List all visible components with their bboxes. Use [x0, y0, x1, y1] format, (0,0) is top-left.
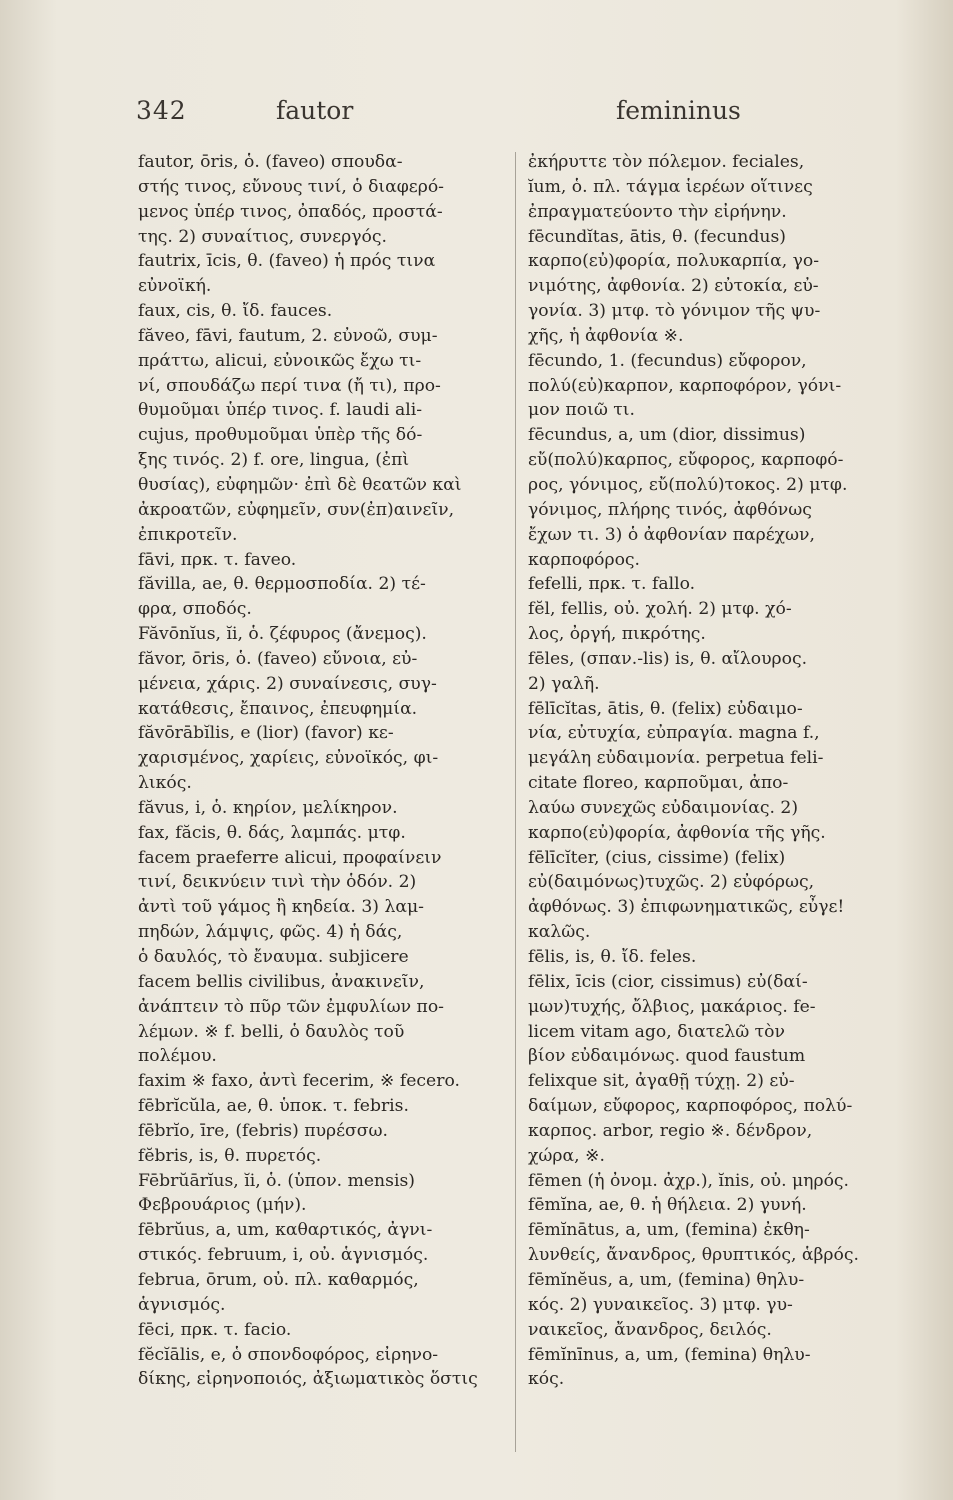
- entry-line: fĕbris, is, θ. πυρετός.: [138, 1145, 322, 1166]
- entry-line: ρος, γόνιμος, εὔ(πολύ)τοκος. 2) μτφ.: [528, 474, 848, 495]
- entry-line: fax, făcis, θ. δάς, λαμπάς. μτφ.: [138, 822, 406, 843]
- entry-line: ναικεῖος, ἄνανδρος, δειλός.: [528, 1319, 772, 1340]
- entry-line: licem vitam ago, διατελῶ τὸν: [528, 1021, 785, 1042]
- entry-line: ἀκροατῶν, εὐφημεῖν, συν(ἐπ)αινεῖν,: [138, 499, 455, 520]
- entry-line: λαύω συνεχῶς εὐδαιμονίας. 2): [528, 797, 799, 818]
- entry-line: fēmĭnātus, a, um, (femina) ἐκθη-: [528, 1220, 810, 1241]
- entry-line: στικός. februum, i, οὐ. ἁγνισμός.: [138, 1245, 429, 1266]
- entry-line: făvor, ōris, ὁ. (faveo) εὔνοια, εὐ-: [138, 648, 418, 669]
- entry-line: πηδών, λάμψις, φῶς. 4) ἡ δάς,: [138, 922, 403, 943]
- entry-line: faux, cis, θ. ἴδ. fauces.: [138, 301, 333, 322]
- entry-line: 2) γαλῆ.: [528, 673, 600, 694]
- entry-line: facem bellis civilibus, ἀνακινεῖν,: [138, 971, 425, 992]
- entry-line: fēmĭnīnus, a, um, (femina) θηλυ-: [528, 1344, 811, 1365]
- entry-line: γονία. 3) μτφ. τὸ γόνιμον τῆς ψυ-: [528, 301, 821, 322]
- entry-line: μων)τυχής, ὄλβιος, μακάριος. fe-: [528, 996, 816, 1017]
- entry-line: εὐνοϊκή.: [138, 276, 212, 297]
- entry-line: χαρισμένος, χαρίεις, εὐνοϊκός, φι-: [138, 748, 439, 769]
- entry-line: fēlis, is, θ. ἴδ. feles.: [528, 947, 697, 967]
- entry-line: δαίμων, εὔφορος, καρποφόρος, πολύ-: [528, 1096, 853, 1117]
- entry-line: Fēbrŭārĭus, ĭi, ὁ. (ὑπον. mensis): [138, 1170, 415, 1191]
- entry-line: ἔχων τι. 3) ὁ ἀφθονίαν παρέχων,: [528, 524, 815, 545]
- entry-line: καρπος. arbor, regio ※. δένδρον,: [528, 1120, 813, 1141]
- entry-line: Φεβρουάριος (μήν).: [138, 1195, 307, 1216]
- entry-line: γόνιμος, πλήρης τινός, ἀφθόνως: [528, 499, 812, 520]
- entry-line: fēcundus, a, um (dior, dissimus): [528, 425, 806, 446]
- right-guide-word: femininus: [616, 96, 741, 125]
- entry-line: δίκης, εἰρηνοποιός, ἀξιωματικὸς ὅστις: [138, 1369, 478, 1390]
- entry-line: ἀνάπτειν τὸ πῦρ τῶν ἐμφυλίων πο-: [138, 996, 444, 1017]
- entry-line: ἐπραγματεύοντο τὴν εἰρήνην.: [528, 201, 787, 222]
- left-column: [138, 150, 508, 1392]
- entry-line: ὁ δαυλός, τὸ ἔναυμα. subjicere: [138, 947, 409, 967]
- page-header: [136, 96, 753, 146]
- entry-line: ξης τινός. 2) f. ore, lingua, (ἐπὶ: [138, 450, 410, 471]
- entry-line: facem praeferre alicui, προφαίνειν: [138, 847, 442, 868]
- entry-line: νία, εὐτυχία, εὐπραγία. magna f.,: [528, 723, 820, 744]
- entry-line: τινί, δεικνύειν τινὶ τὴν ὁδόν. 2): [138, 872, 417, 893]
- entry-line: ĭum, ὁ. πλ. τάγμα ἱερέων οἵτινες: [528, 176, 813, 197]
- entry-line: χῆς, ἡ ἀφθονία ※.: [528, 325, 684, 346]
- entry-line: făvilla, ae, θ. θερμοσποδία. 2) τέ-: [138, 574, 426, 595]
- entry-line: făveo, fāvi, fautum, 2. εὐνοῶ, συμ-: [138, 325, 438, 346]
- entry-line: πολέμου.: [138, 1046, 217, 1067]
- entry-line: κατάθεσις, ἔπαινος, ἐπευφημία.: [138, 698, 418, 719]
- entry-line: μενος ὑπέρ τινος, ὀπαδός, προστά-: [138, 201, 443, 222]
- entry-line: felixque sit, ἀγαθῇ τύχῃ. 2) εὐ-: [528, 1071, 795, 1092]
- entry-line: cujus, προθυμοῦμαι ὑπὲρ τῆς δό-: [138, 425, 423, 446]
- entry-line: νί, σπουδάζω περί τινα (ἤ τι), προ-: [138, 375, 441, 396]
- column-divider: [515, 152, 516, 1452]
- entry-line: καρποφόρος.: [528, 549, 641, 570]
- entry-line: καρπο(εὐ)φορία, ἀφθονία τῆς γῆς.: [528, 822, 826, 843]
- entry-line: fēlix, īcis (cior, cissimus) εὐ(δαί-: [528, 971, 808, 992]
- entry-line: λέμων. ※ f. belli, ὁ δαυλὸς τοῦ: [138, 1021, 405, 1042]
- entry-line: fēlīcĭter, (cius, cissime) (felix): [528, 847, 786, 868]
- entry-line: της. 2) συναίτιος, συνεργός.: [138, 226, 387, 247]
- entry-line: fautor, ōris, ὁ. (faveo) σπουδα-: [138, 152, 403, 172]
- entry-line: χώρα, ※.: [528, 1145, 605, 1166]
- entry-line: faxim ※ faxo, ἀντὶ fecerim, ※ fecero.: [138, 1071, 460, 1092]
- entry-line: făvus, i, ὁ. κηρίον, μελίκηρον.: [138, 797, 398, 818]
- entry-line: ἀφθόνως. 3) ἐπιφωνηματικῶς, εὖγε!: [528, 897, 845, 918]
- page-number: 342: [136, 96, 187, 125]
- entry-line: στής τινος, εὔνους τινί, ὁ διαφερό-: [138, 176, 444, 197]
- entry-line: fāvi, πρκ. τ. faveo.: [138, 549, 297, 570]
- entry-line: fēci, πρκ. τ. facio.: [138, 1319, 292, 1340]
- entry-line: μένεια, χάρις. 2) συναίνεσις, συγ-: [138, 673, 437, 694]
- entry-line: februa, ōrum, οὐ. πλ. καθαρμός,: [138, 1269, 419, 1290]
- left-guide-word: fautor: [276, 96, 354, 125]
- entry-line: fēcundo, 1. (fecundus) εὔφορον,: [528, 350, 807, 371]
- entry-line: λος, ὀργή, πικρότης.: [528, 624, 706, 645]
- entry-line: ἐπικροτεῖν.: [138, 524, 238, 545]
- right-column: [528, 150, 920, 1392]
- entry-line: καρπο(εὐ)φορία, πολυκαρπία, γο-: [528, 251, 820, 272]
- entry-line: fautrix, īcis, θ. (faveo) ἡ πρός τινα: [138, 251, 436, 272]
- entry-line: λικός.: [138, 773, 192, 794]
- entry-line: fēmĭnĕus, a, um, (femina) θηλυ-: [528, 1269, 805, 1290]
- entry-line: citate floreo, καρποῦμαι, ἀπο-: [528, 773, 789, 794]
- entry-line: κός. 2) γυναικεῖος. 3) μτφ. γυ-: [528, 1294, 793, 1315]
- entry-line: ἁγνισμός.: [138, 1294, 226, 1315]
- entry-line: νιμότης, ἀφθονία. 2) εὐτοκία, εὐ-: [528, 276, 819, 297]
- entry-line: fēlīcĭtas, ātis, θ. (felix) εὐδαιμο-: [528, 698, 803, 719]
- entry-line: Făvōnĭus, ĭi, ὁ. ζέφυρος (ἄνεμος).: [138, 624, 427, 645]
- entry-line: ἐκήρυττε τὸν πόλεμον. feciales,: [528, 152, 805, 172]
- entry-line: fĕcĭālis, e, ὁ σπονδοφόρος, εἰρηνο-: [138, 1344, 439, 1365]
- entry-line: πράττω, alicui, εὐνοικῶς ἔχω τι-: [138, 350, 422, 371]
- entry-line: făvōrābĭlis, e (lior) (favor) κε-: [138, 723, 394, 744]
- entry-line: fēles, (σπαν.-lis) is, θ. αἴλουρος.: [528, 648, 808, 669]
- entry-line: μεγάλη εὐδαιμονία. perpetua feli-: [528, 748, 824, 769]
- entry-line: μον ποιῶ τι.: [528, 400, 636, 421]
- entry-line: fēmĭna, ae, θ. ἡ θήλεια. 2) γυνή.: [528, 1195, 807, 1216]
- entry-line: fĕl, fellis, οὐ. χολή. 2) μτφ. χό-: [528, 599, 792, 620]
- entry-line: fēbrĭcŭla, ae, θ. ὑποκ. τ. febris.: [138, 1096, 409, 1117]
- entry-line: fēbrĭo, īre, (febris) πυρέσσω.: [138, 1120, 388, 1141]
- entry-line: fēcundĭtas, ātis, θ. (fecundus): [528, 226, 786, 247]
- entry-line: θυμοῦμαι ὑπέρ τινος. f. laudi ali-: [138, 400, 423, 421]
- entry-line: fēbrŭus, a, um, καθαρτικός, ἀγνι-: [138, 1220, 433, 1241]
- entry-line: fefelli, πρκ. τ. fallo.: [528, 574, 696, 595]
- entry-line: πολύ(εὐ)καρπον, καρποφόρον, γόνι-: [528, 375, 842, 396]
- entry-line: θυσίας), εὐφημῶν· ἐπὶ δὲ θεατῶν καὶ: [138, 474, 462, 495]
- entry-line: fēmen (ἡ ὀνομ. ἀχρ.), ĭnis, οὐ. μηρός.: [528, 1170, 850, 1191]
- entry-line: καλῶς.: [528, 922, 591, 943]
- entry-line: ἀντὶ τοῦ γάμος ἢ κηδεία. 3) λαμ-: [138, 897, 424, 918]
- entry-line: εὔ(πολύ)καρπος, εὔφορος, καρποφό-: [528, 450, 844, 471]
- entry-line: βίον εὐδαιμόνως. quod faustum: [528, 1046, 806, 1067]
- entry-line: φρα, σποδός.: [138, 599, 252, 620]
- entry-line: εὐ(δαιμόνως)τυχῶς. 2) εὐφόρως,: [528, 872, 815, 893]
- entry-line: λυνθείς, ἄνανδρος, θρυπτικός, ἁβρός.: [528, 1245, 859, 1266]
- entry-line: κός.: [528, 1369, 565, 1390]
